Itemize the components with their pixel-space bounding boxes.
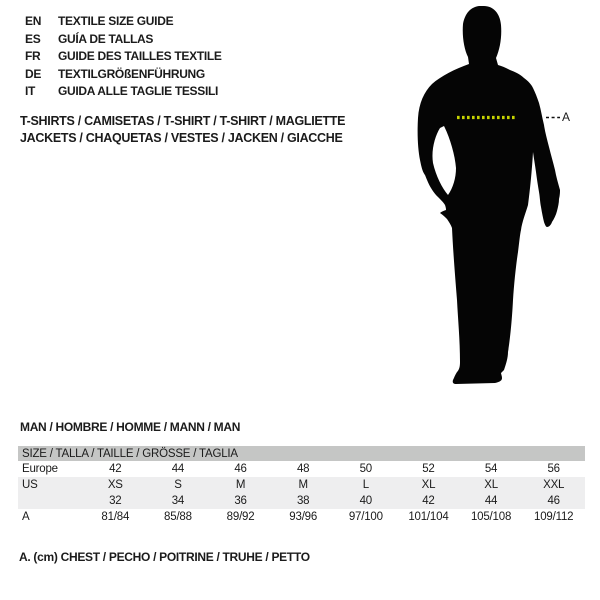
language-code: IT bbox=[25, 84, 36, 98]
measure-footnote: A. (cm) CHEST / PECHO / POITRINE / TRUHE / PETTO bbox=[19, 550, 310, 564]
man-silhouette bbox=[418, 6, 560, 384]
size-cell: 34 bbox=[171, 495, 185, 507]
size-cell: 93/96 bbox=[289, 511, 318, 523]
size-cell: 85/88 bbox=[164, 511, 192, 523]
size-cell: 89/92 bbox=[226, 511, 255, 523]
size-table-header-row bbox=[18, 446, 585, 461]
category-line-jackets: JACKETS / CHAQUETAS / VESTES / JACKEN / GIACCHE bbox=[20, 131, 343, 145]
size-cell: 46 bbox=[547, 495, 560, 507]
size-cell: 81/84 bbox=[101, 511, 130, 523]
language-code: FR bbox=[25, 49, 41, 63]
size-cell: 44 bbox=[484, 495, 498, 507]
category-line-tshirts: T-SHIRTS / CAMISETAS / T-SHIRT / T-SHIRT / MAGLIETTE bbox=[20, 114, 346, 128]
table-row-numeric bbox=[18, 493, 585, 509]
size-cell: XXL bbox=[543, 479, 565, 491]
size-cell: 32 bbox=[109, 495, 122, 507]
row-label bbox=[18, 493, 84, 509]
size-cell: XS bbox=[107, 479, 123, 491]
measure-a-label: A bbox=[562, 110, 570, 124]
language-label: TEXTILE SIZE GUIDE bbox=[58, 14, 174, 28]
row-label: A bbox=[22, 511, 30, 523]
size-cell: 54 bbox=[484, 463, 498, 475]
size-cell: 105/108 bbox=[470, 511, 512, 523]
size-cell: 48 bbox=[296, 463, 310, 475]
size-cell: M bbox=[235, 479, 246, 491]
size-cell: XL bbox=[484, 479, 498, 491]
size-table bbox=[18, 446, 585, 525]
size-cell: 36 bbox=[234, 495, 247, 507]
size-cell: 109/112 bbox=[534, 511, 574, 523]
size-cell: S bbox=[174, 479, 182, 491]
size-cell: L bbox=[362, 479, 369, 491]
language-label: TEXTILGRÖßENFÜHRUNG bbox=[58, 66, 205, 81]
row-label: US bbox=[22, 479, 38, 491]
size-cell: 52 bbox=[422, 463, 435, 475]
size-cell: 44 bbox=[171, 463, 185, 475]
size-cell: 101/104 bbox=[408, 511, 449, 523]
language-code: EN bbox=[25, 14, 42, 28]
size-cell: 46 bbox=[234, 463, 247, 475]
size-cell: 38 bbox=[296, 495, 310, 507]
language-code: DE bbox=[25, 66, 42, 81]
size-cell: 42 bbox=[422, 495, 435, 507]
section-title-man: MAN / HOMBRE / HOMME / MANN / MAN bbox=[20, 420, 241, 434]
language-label: GUIDE DES TAILLES TEXTILE bbox=[58, 49, 222, 63]
table-row-us bbox=[18, 477, 585, 493]
size-cell: 97/100 bbox=[348, 511, 383, 523]
size-cell: 50 bbox=[359, 463, 373, 475]
language-code: ES bbox=[25, 31, 41, 46]
size-cell: 56 bbox=[547, 463, 560, 475]
language-label: GUIDA ALLE TAGLIE TESSILI bbox=[58, 84, 219, 98]
language-label: GUÍA DE TALLAS bbox=[58, 31, 154, 46]
size-cell: 40 bbox=[359, 495, 373, 507]
size-cell: M bbox=[298, 479, 308, 491]
size-cell: XL bbox=[421, 479, 436, 491]
row-label: Europe bbox=[22, 463, 58, 475]
table-row-chest bbox=[18, 509, 585, 525]
table-row-europe bbox=[18, 461, 585, 477]
size-cell: 42 bbox=[109, 463, 122, 475]
size-table-header: SIZE / TALLA / TAILLE / GRÖSSE / TAGLIA bbox=[18, 446, 585, 461]
